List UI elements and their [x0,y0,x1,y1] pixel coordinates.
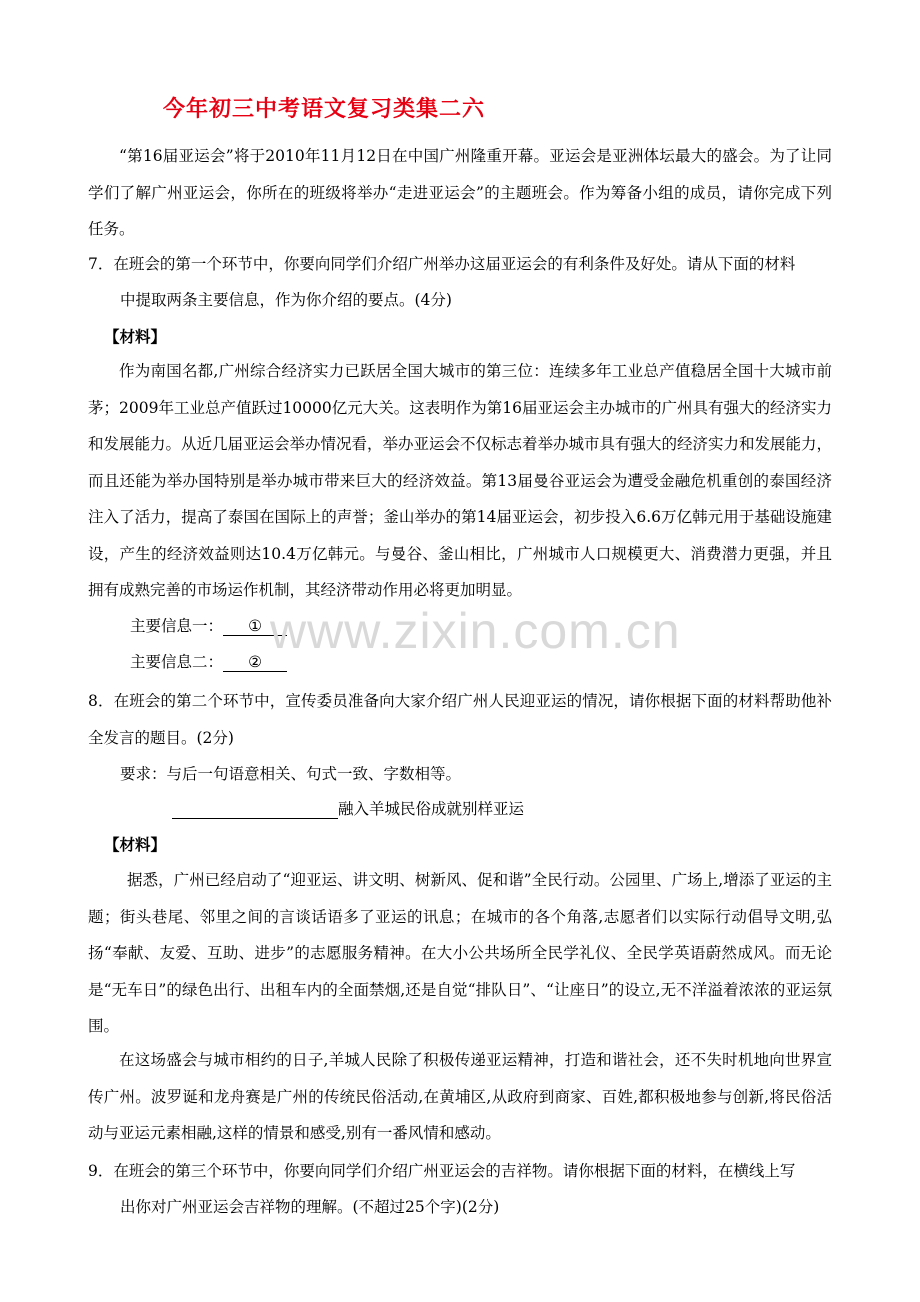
q7-line1 [88,252,795,274]
q8-material-label: 【材料】 [104,835,167,854]
q7-material-text: 作为南国名都,广州综合经济实力已跃居全国大城市的第三位：连续多年工业总产值稳居全国十大城市前茅；2009年工业总产值跃过10000亿元大关。这表明作为第16届亚运会主办城市的广州具有强大的经济实力和发展能力。从近几届亚运会举办情况看，举办亚运会不仅标志着举办城市具有强大的经济实力和发展能力，而且还能为举办国特别是举办城市带来巨大的经济效益。第13届曼谷亚运会为遭受金融危机重创的泰国经济注入了活力，提高了泰国在国际上的声誉；釜山举办的第14届亚运会，初步投入6.6万亿韩元用于基础设施建设，产生的经济效益则达10.4万亿韩元。与曼谷、釜山相比，广州城市人口规模更大、消费潜力更强，并且拥有成熟完善的市场运作机制，其经济带动作用必将更加明显。 [88,362,833,599]
page-title: 今年初三中考语文复习类集二六 [163,96,486,122]
q7-info2-answer-blank[interactable]: ② [223,653,287,672]
q7-info2-row [130,650,287,672]
q7-info1-answer-blank[interactable]: ① [223,617,287,636]
watermark: www.zixin.com.cn [270,603,681,659]
q7-line2: 中提取两条主要信息，作为你介绍的要点。(4分) [120,291,452,309]
q8-question [88,683,832,756]
q7-material-label: 【材料】 [104,327,167,346]
q8-requirement: 要求：与后一句语意相关、句式一致、字数相等。 [120,765,462,783]
q8-number: 8． [88,692,114,710]
q7-info1-row [130,614,287,636]
q8-answer-row [172,797,524,819]
q7-info2-label: 主要信息二： [130,653,224,671]
q8-text: 在班会的第二个环节中，宣传委员准备向大家介绍广州人民迎亚运的情况，请你根据下面的材料帮助他补全发言的题目。(2分) [88,692,832,747]
q9-text-line1: 在班会的第三个环节中，你要向同学们介绍广州亚运会的吉祥物。请你根据下面的材料，在横线上写 [113,1162,796,1180]
q9-line1 [88,1159,795,1181]
q7-number: 7． [88,255,114,273]
q8-answer-blank[interactable] [172,800,338,819]
q8-material-paragraph-1: 据悉，广州已经启动了“迎亚运、讲文明、树新风、促和谐”全民行动。公园里、广场上,增添了亚运的主题；街头巷尾、邻里之间的言谈话语多了亚运的讯息；在城市的各个角落,志愿者们以实际行动倡导文明,弘扬“奉献、友爱、互助、进步”的志愿服务精神。在大小公共场所全民学礼仪、全民学英语蔚然成风。而无论是“无车日”的绿色出行、出租车内的全面禁烟,还是自觉“排队日”、“让座日”的设立,无不洋溢着浓浓的亚运氛围。 [88,871,832,1035]
q9-number: 9． [88,1162,114,1180]
q7-info1-label: 主要信息一： [130,617,224,635]
q9-line2: 出你对广州亚运会吉祥物的理解。(不超过25个字)(2分) [120,1198,500,1216]
intro-paragraph: “第16届亚运会”将于2010年11月12日在中国广州隆重开幕。亚运会是亚洲体坛最大的盛会。为了让同学们了解广州亚运会，你所在的班级将举办“走进亚运会”的主题班会。作为筹备小组的成员，请你完成下列任务。 [88,147,832,238]
q8-material-paragraph-2: 在这场盛会与城市相约的日子,羊城人民除了积极传递亚运精神，打造和谐社会，还不失时机地向世界宣传广州。波罗诞和龙舟赛是广州的传统民俗活动,在黄埔区,从政府到商家、百姓,都积极地参与创新,将民俗活动与亚运元素相融,这样的情景和感受,别有一番风情和感动。 [88,1051,832,1142]
q7-text-line1: 在班会的第一个环节中，你要向同学们介绍广州举办这届亚运会的有利条件及好处。请从下面的材料 [113,255,796,273]
q8-blank-suffix: 融入羊城民俗成就别样亚运 [338,800,525,818]
